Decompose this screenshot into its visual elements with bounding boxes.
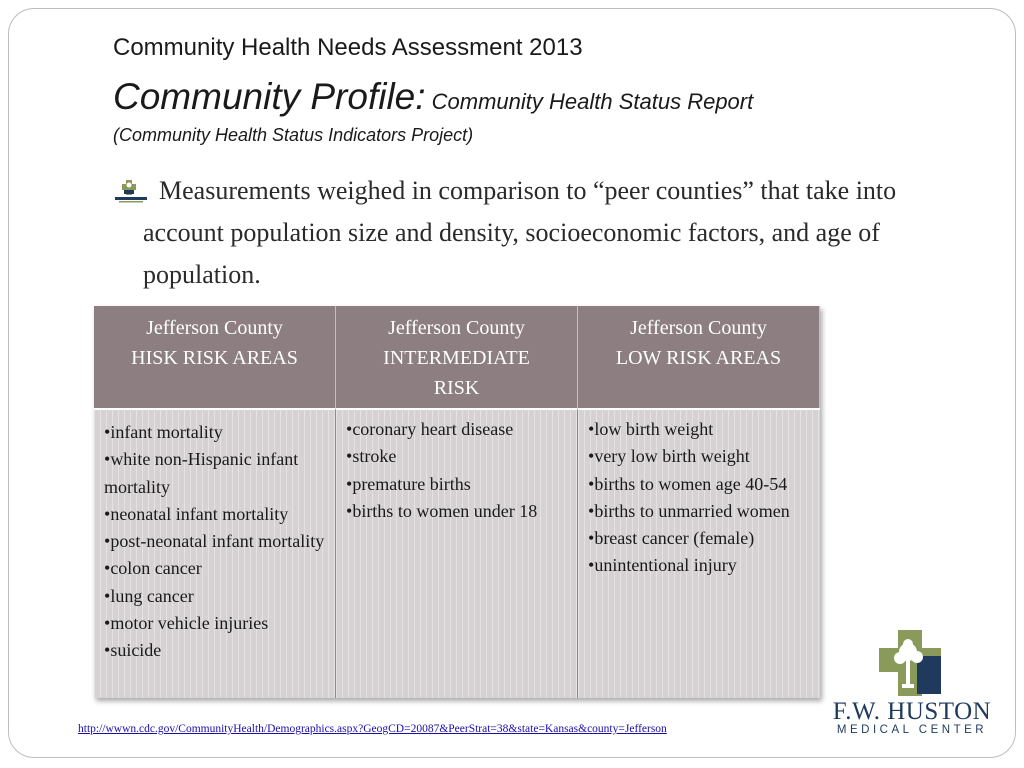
- list-item: • infant mortality: [104, 419, 327, 446]
- header-line: RISK: [433, 377, 480, 399]
- list-item: • post-neonatal infant mortality: [104, 528, 327, 555]
- header-line: Jefferson County: [146, 317, 283, 339]
- header-line: INTERMEDIATE: [383, 347, 530, 369]
- risk-table: [94, 306, 820, 698]
- list-item: • neonatal infant mortality: [104, 501, 327, 528]
- list-item: • premature births: [346, 471, 569, 498]
- list-item: • suicide: [104, 637, 327, 664]
- logo-subtitle: MEDICAL CENTER: [836, 724, 988, 736]
- list-item: • breast cancer (female): [588, 525, 812, 552]
- list-item: • white non-Hispanic infant mortality: [104, 446, 327, 501]
- list-item: • lung cancer: [104, 583, 327, 610]
- list-item: • stroke: [346, 443, 569, 470]
- list-item: • coronary heart disease: [346, 416, 569, 443]
- header-line: Jefferson County: [388, 317, 525, 339]
- list-item: • motor vehicle injuries: [104, 610, 327, 637]
- intermediate-risk-cell: [336, 408, 578, 698]
- header-intermediate-risk: [336, 306, 578, 408]
- high-risk-cell: [94, 408, 336, 698]
- logo-name: F.W. HUSTON: [832, 698, 992, 725]
- list-item: • unintentional injury: [588, 552, 812, 579]
- header-line: HISK RISK AREAS: [131, 347, 298, 369]
- low-risk-cell: [578, 408, 820, 698]
- header-low-risk: [578, 306, 820, 408]
- cross-tree-logo-icon: [822, 628, 1002, 698]
- list-item: • births to unmarried women: [588, 498, 812, 525]
- title-line-1: Community Health Needs Assessment 2013: [113, 34, 583, 61]
- title-line-3: (Community Health Status Indicators Project): [113, 125, 474, 145]
- title-main: Community Profile:: [113, 76, 426, 117]
- title-line-2: [113, 76, 753, 118]
- list-item: • births to women under 18: [346, 498, 569, 525]
- fw-huston-logo: [822, 628, 1002, 740]
- list-item: • low birth weight: [588, 416, 812, 443]
- header-line: LOW RISK AREAS: [615, 347, 782, 369]
- list-item: • colon cancer: [104, 555, 327, 582]
- list-item: • very low birth weight: [588, 443, 812, 470]
- bullet-text: Measurements weighed in comparison to “peer counties” that take into account population size and density, socioeconomic factors, and age of population.: [143, 176, 897, 289]
- list-item: • births to women age 40-54: [588, 471, 812, 498]
- source-link[interactable]: http://wwwn.cdc.gov/CommunityHealth/Demographics.aspx?GeogCD=20087&PeerStrat=38&state=Kansas&county=Jefferson: [78, 723, 667, 735]
- title-sub: Community Health Status Report: [425, 89, 754, 114]
- header-high-risk: [94, 306, 336, 408]
- header-line: Jefferson County: [630, 317, 767, 339]
